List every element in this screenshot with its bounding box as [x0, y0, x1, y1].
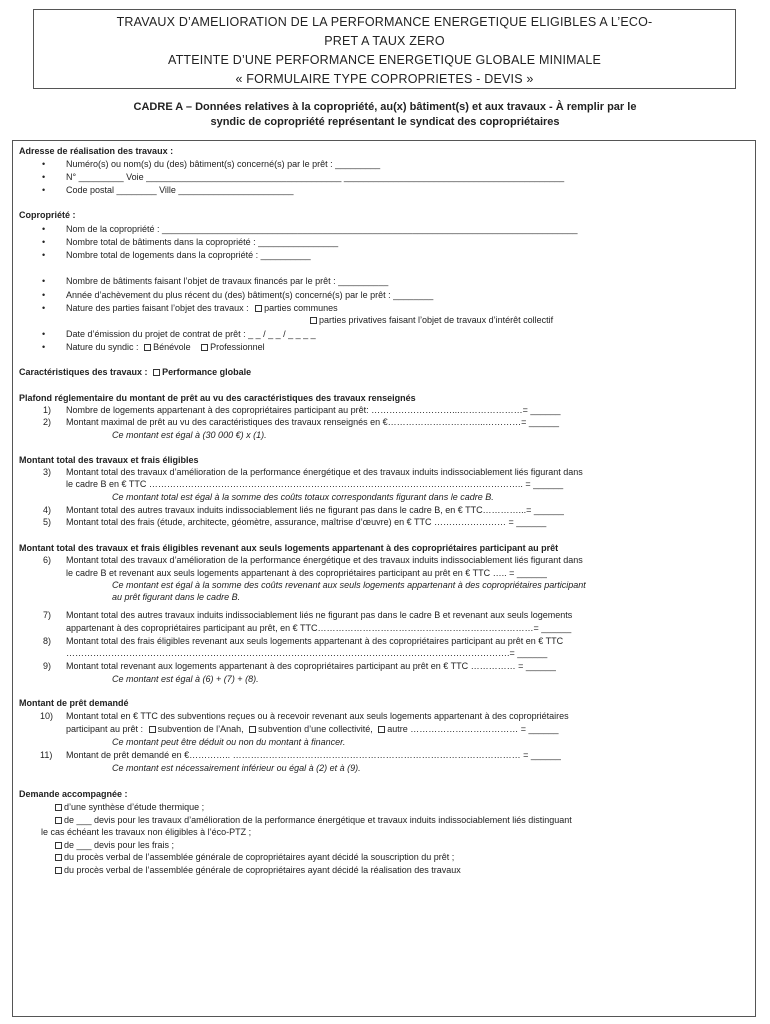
benevole-label: Bénévole [153, 342, 191, 352]
carac-heading: Caractéristiques des travaux : [19, 367, 148, 377]
item-6-number: 6) [43, 555, 52, 565]
pv-souscription-checkbox[interactable] [55, 854, 62, 861]
devis-travaux-label: de ___ devis pour les travaux d’amélioration de la performance énergétique et travaux induits indissociablement liés distinguant [64, 815, 572, 825]
devis-travaux-checkbox[interactable] [55, 817, 62, 824]
item-3-text: Montant total des travaux d’amélioration de la performance énergétique et des travaux induits indissociablement liés figurant dans [66, 467, 583, 477]
nb-batiments-field[interactable]: • Nombre total de bâtiments dans la copropriété : ________________ [66, 237, 338, 248]
demande-item-3 [55, 840, 174, 851]
nature-syndic-label: Nature du syndic : [66, 342, 139, 352]
synthese-checkbox[interactable] [55, 804, 62, 811]
parties-privatives-row [310, 315, 553, 326]
performance-globale-label: Performance globale [162, 367, 252, 377]
item-2-note: Ce montant est égal à (30 000 €) x (1). [112, 430, 267, 440]
item-6-note-1: Ce montant est égal à la somme des coûts revenant aux seuls logements appartenant à des copropriétaires participant [112, 580, 586, 590]
item-8-text: Montant total des frais éligibles revenant aux seuls logements appartenant à des copropriétaires participant au prêt en € TTC [66, 636, 564, 646]
item-3-number: 3) [43, 467, 52, 477]
item-1-number: 1) [43, 405, 52, 415]
pv-realisation-label: du procès verbal de l’assemblée générale de copropriétaires ayant décidé la réalisation des travaux [64, 865, 461, 875]
montant-logements-heading: Montant total des travaux et frais éligibles revenant aux seuls logements appartenant à des copropriétaires participant au prêt [19, 543, 559, 553]
item-9-field[interactable]: Montant total revenant aux logements appartenant à des copropriétaires participant au prêt en € TTC …………… = ______ [66, 661, 556, 671]
item-6-field[interactable]: le cadre B et revenant aux seuls logements appartenant à des copropriétaires participant au prêt en € TTC ….. = ______ [66, 568, 547, 578]
item-8-number: 8) [43, 636, 52, 646]
item-11-field[interactable]: Montant de prêt demandé en €………….. …………………………………………………………………………………… = ______ [66, 750, 561, 760]
demande-item-1 [55, 802, 204, 813]
voie-field[interactable]: • N° _________ Voie _______________________________________ ____________________________________________ [66, 172, 564, 183]
nb-logements-field[interactable]: • Nombre total de logements dans la copropriété : __________ [66, 250, 311, 261]
cadre-line-2: syndic de copropriété représentant le syndicat des copropriétaires [210, 116, 560, 128]
cadre-a-heading [60, 100, 710, 130]
adresse-heading: Adresse de réalisation des travaux : [19, 146, 174, 156]
nom-copro-field[interactable]: • Nom de la copropriété : ___________________________________________________________________________________ [66, 224, 578, 235]
pv-realisation-checkbox[interactable] [55, 867, 62, 874]
devis-frais-checkbox[interactable] [55, 842, 62, 849]
item-7-number: 7) [43, 610, 52, 620]
item-10-text: Montant total en € TTC des subventions reçues ou à recevoir revenant aux seuls logements appartenant à des copropriétaires [66, 711, 569, 721]
demande-item-5 [55, 865, 461, 876]
item-10-row [66, 724, 559, 735]
batiment-field[interactable]: • Numéro(s) ou nom(s) du (des) bâtiment(s) concerné(s) par le prêt : _________ [66, 159, 380, 170]
item-11-note: Ce montant est nécessairement inférieur ou égal à (2) et à (9). [112, 763, 361, 773]
demande-item-2 [55, 815, 572, 826]
nature-syndic-row [66, 342, 265, 353]
item-7-text: Montant total des autres travaux induits indissociablement liés ne figurant pas dans le cadre B et revenant aux seuls logements [66, 610, 573, 620]
form-title-box [33, 9, 736, 89]
demande-item-4 [55, 852, 454, 863]
nature-parties-label: Nature des parties faisant l’objet des travaux : [66, 303, 249, 313]
parties-privatives-checkbox[interactable] [310, 317, 317, 324]
ville-field[interactable]: • Code postal ________ Ville _______________________ [66, 185, 294, 196]
benevole-checkbox[interactable] [144, 344, 151, 351]
item-6-note-2: au prêt figurant dans le cadre B. [112, 592, 241, 602]
item-4-number: 4) [43, 505, 52, 515]
item-8-field[interactable]: ………………………………………………………………………………………………………………………………….= ______ [66, 648, 548, 658]
item-11-number: 11) [40, 750, 53, 760]
item-9-note: Ce montant est égal à (6) + (7) + (8). [112, 674, 259, 684]
parties-privatives-label: parties privatives faisant l’objet de travaux d’intérêt collectif [319, 315, 554, 325]
title-line-1: TRAVAUX D’AMELIORATION DE LA PERFORMANCE ENERGETIQUE ELIGIBLES A L’ECO- [116, 15, 653, 29]
cadre-line-1: CADRE A – Données relatives à la copropriété, au(x) bâtiment(s) et aux travaux - À remplir par le [133, 101, 637, 113]
parties-communes-checkbox[interactable] [255, 305, 262, 312]
nb-batiments-travaux-field[interactable]: • Nombre de bâtiments faisant l’objet de travaux financés par le prêt : __________ [66, 276, 388, 287]
copro-heading: Copropriété : [19, 210, 76, 220]
item-4-field[interactable]: Montant total des autres travaux induits indissociablement liés ne figurant pas dans le cadre B, en € TTC…………...= ______ [66, 505, 564, 515]
carac-row [19, 367, 251, 378]
subvention-collectivite-label: subvention d’une collectivité, [258, 724, 373, 734]
item-3-note: Ce montant total est égal à la somme des coûts totaux correspondants figurant dans le cadre B. [112, 492, 494, 502]
professionnel-checkbox[interactable] [201, 344, 208, 351]
subvention-autre-checkbox[interactable] [378, 726, 385, 733]
item-5-field[interactable]: Montant total des frais (étude, architecte, géomètre, assurance, maîtrise d’œuvre) en € TTC …………………… = ______ [66, 517, 547, 527]
performance-globale-checkbox[interactable] [153, 369, 160, 376]
subvention-anah-label: subvention de l’Anah, [157, 724, 244, 734]
title-line-3: ATTEINTE D’UNE PERFORMANCE ENERGETIQUE GLOBALE MINIMALE [167, 53, 602, 67]
subvention-collectivite-checkbox[interactable] [249, 726, 256, 733]
item-10-prefix: participant au prêt : [66, 724, 144, 734]
item-10-note: Ce montant peut être déduit ou non du montant à financer. [112, 737, 346, 747]
item-10-number: 10) [40, 711, 54, 721]
title-line-2: PRET A TAUX ZERO [324, 34, 445, 48]
pret-heading: Montant de prêt demandé [19, 698, 129, 708]
pv-souscription-label: du procès verbal de l’assemblée générale de copropriétaires ayant décidé la souscription du prêt ; [64, 852, 455, 862]
item-7-field[interactable]: appartenant à des copropriétaires participant au prêt, en € TTC………………………………………………………………= ______ [66, 623, 572, 633]
item-1-field[interactable]: Nombre de logements appartenant à des copropriétaires participant au prêt: ………………………...…………………= ______ [66, 405, 561, 415]
synthese-label: d’une synthèse d’étude thermique ; [64, 802, 205, 812]
professionnel-label: Professionnel [210, 342, 265, 352]
devis-travaux-label-cont: le cas échéant les travaux non éligibles à l’éco-PTZ ; [41, 827, 252, 837]
item-2-number: 2) [43, 417, 52, 427]
plafond-heading: Plafond réglementaire du montant de prêt au vu des caractéristiques des travaux renseignés [19, 393, 416, 403]
demande-heading: Demande accompagnée : [19, 789, 128, 799]
date-emission-field[interactable]: • Date d’émission du projet de contrat de prêt : _ _ / _ _ / _ _ _ _ [66, 329, 316, 340]
title-line-4: « FORMULAIRE TYPE COPROPRIETES - DEVIS » [235, 72, 534, 86]
item-3-field[interactable]: le cadre B en € TTC …………………………………………………………………………………………………………….. = ______ [66, 479, 564, 489]
nature-parties-row [66, 303, 338, 314]
item-6-text: Montant total des travaux d’amélioration de la performance énergétique et des travaux induits indissociablement liés figurant dans [66, 555, 583, 565]
annee-achevement-field[interactable]: • Année d’achèvement du plus récent du (des) bâtiment(s) concerné(s) par le prêt : ________ [66, 290, 433, 301]
montant-total-heading: Montant total des travaux et frais éligibles [19, 455, 199, 465]
item-5-number: 5) [43, 517, 52, 527]
subvention-autre-field[interactable]: autre ……………………………… = ______ [387, 724, 559, 734]
devis-frais-label: de ___ devis pour les frais ; [64, 840, 175, 850]
subvention-anah-checkbox[interactable] [149, 726, 156, 733]
parties-communes-label: parties communes [264, 303, 338, 313]
item-2-field[interactable]: Montant maximal de prêt au vu des caractéristiques des travaux renseignés en €…………………………...…………= ______ [66, 417, 559, 427]
item-9-number: 9) [43, 661, 52, 671]
